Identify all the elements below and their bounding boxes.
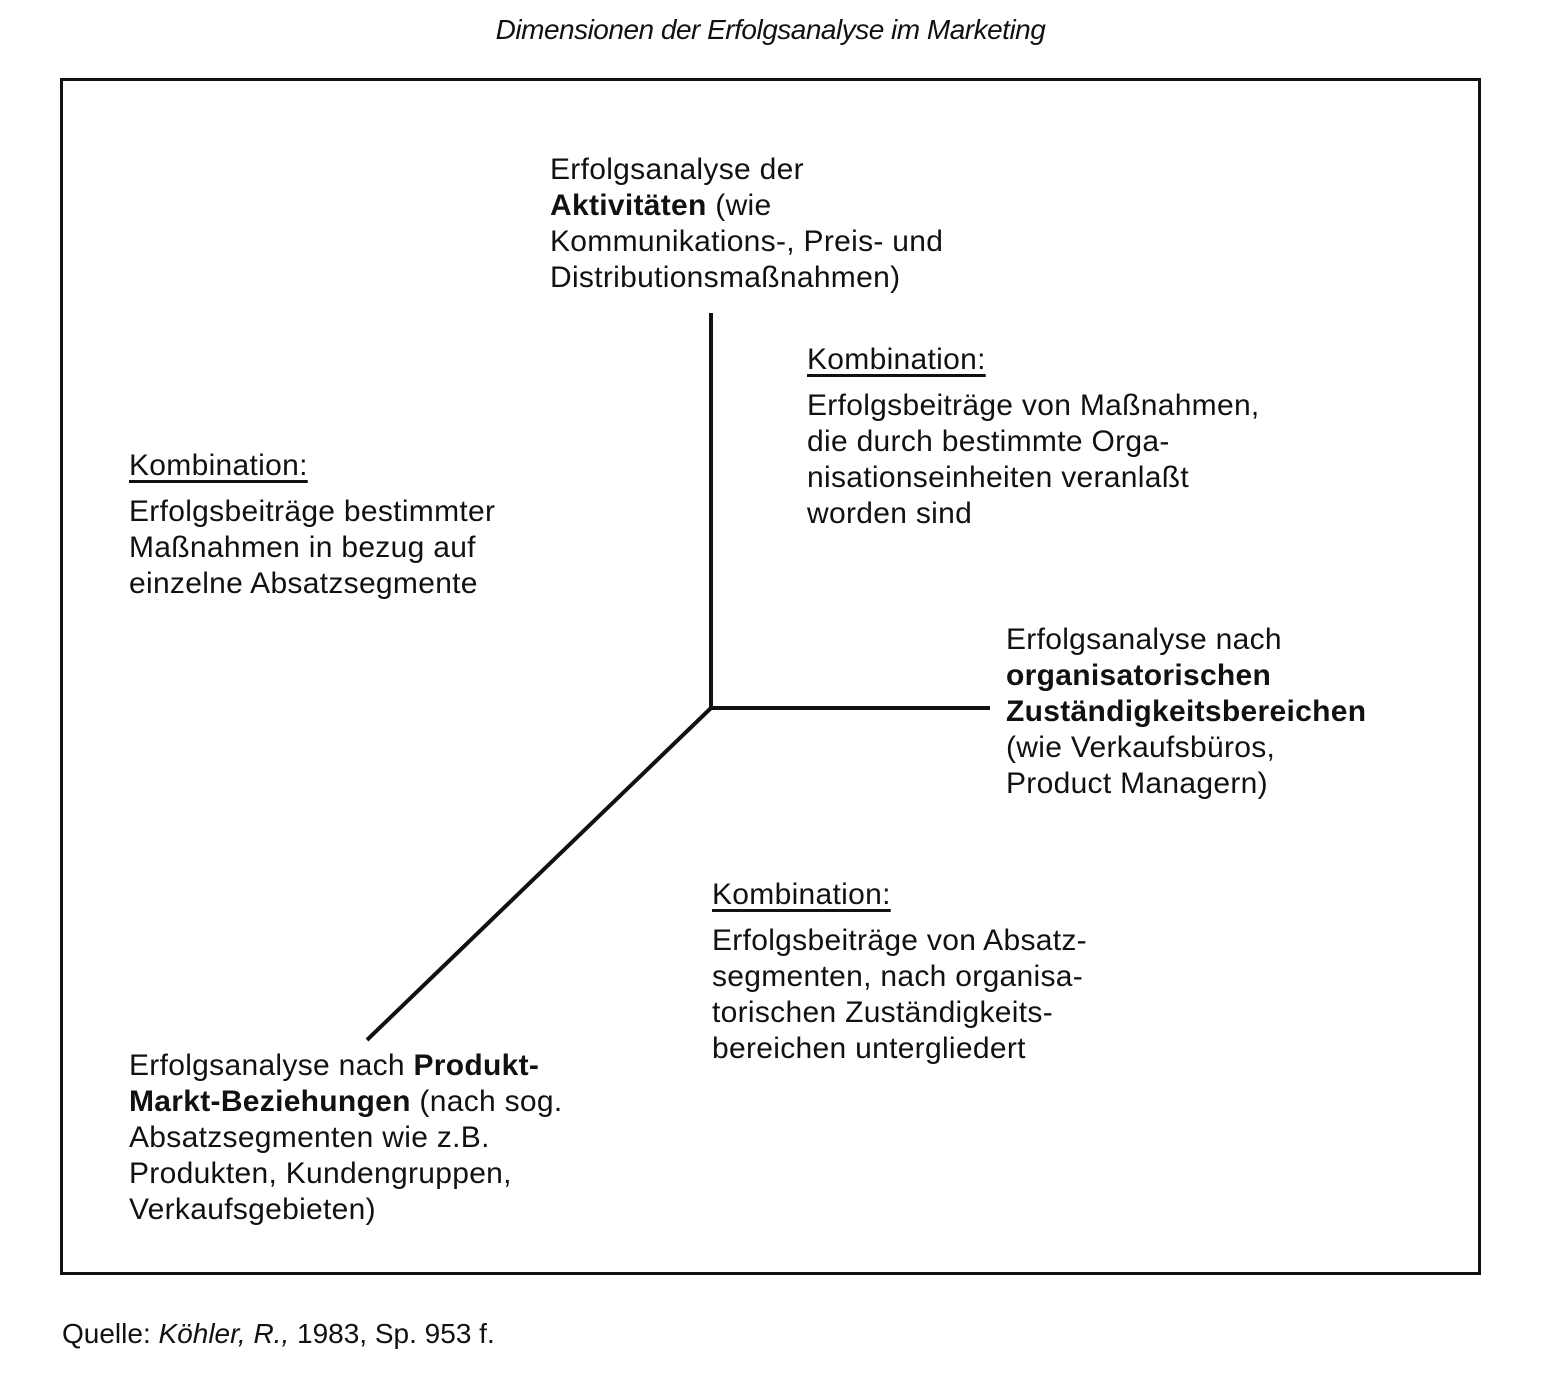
axis-bottom-line1 — [129, 1048, 563, 1084]
source-prefix: Quelle: — [62, 1318, 159, 1349]
axis-top-line3: Kommunikations-, Preis- und — [550, 225, 944, 258]
axis-top-line2 — [550, 188, 943, 224]
axis-bottom-bold2: Markt-Beziehungen — [129, 1085, 411, 1118]
axis-label-activities — [550, 152, 943, 296]
axis-right-bold2: Zuständigkeitsbereichen — [1006, 695, 1367, 728]
axis-bottom-line3: Absatzsegmenten wie z.B. — [129, 1121, 490, 1154]
combination-heading: Kombination: — [129, 449, 308, 482]
combination-line: Erfolgsbeiträge bestimmter — [129, 495, 496, 528]
axis-top-suffix: (wie — [706, 189, 772, 222]
axis-right-line1: Erfolgsanalyse nach — [1006, 623, 1282, 656]
combination-line: Erfolgsbeiträge von Maßnahmen, — [807, 389, 1260, 422]
axis-right-line5: Product Managern) — [1006, 767, 1268, 800]
axis-label-product-market — [129, 1048, 563, 1228]
combination-line: torischen Zuständigkeits- — [712, 996, 1053, 1029]
axis-top-line1: Erfolgsanalyse der — [550, 153, 804, 186]
combination-line: worden sind — [807, 497, 973, 530]
axis-bottom-suffix: (nach sog. — [410, 1085, 563, 1118]
combination-line: einzelne Absatzsegmente — [129, 567, 478, 600]
source-rest: 1983, Sp. 953 f. — [289, 1318, 495, 1349]
axis-bottom-line5: Verkaufsgebieten) — [129, 1193, 376, 1226]
combination-heading: Kombination: — [712, 878, 891, 911]
combination-top-right — [807, 342, 1260, 532]
combination-left — [129, 448, 495, 602]
source-author: Köhler, R., — [158, 1318, 290, 1349]
combination-line: bereichen untergliedert — [712, 1032, 1026, 1065]
axis-right-line4: (wie Verkaufsbüros, — [1006, 731, 1276, 764]
axis-right-line2 — [1006, 658, 1366, 694]
axis-right-bold1: organisatorischen — [1006, 659, 1272, 692]
combination-line: segmenten, nach organisa- — [712, 960, 1084, 993]
source-citation — [62, 1318, 495, 1350]
combination-line: Erfolgsbeiträge von Absatz- — [712, 924, 1087, 957]
combination-line: die durch bestimmte Orga- — [807, 425, 1170, 458]
axis-top-bold: Aktivitäten — [550, 189, 707, 222]
combination-line: nisationseinheiten veranlaßt — [807, 461, 1189, 494]
axis-top-line4: Distributionsmaßnahmen) — [550, 261, 901, 294]
axis-diagonal — [367, 708, 711, 1040]
axis-bottom-line4: Produkten, Kundengruppen, — [129, 1157, 512, 1190]
axis-right-line3 — [1006, 694, 1366, 730]
combination-line: Maßnahmen in bezug auf — [129, 531, 476, 564]
axis-bottom-bold1: Produkt- — [413, 1049, 540, 1082]
combination-heading: Kombination: — [807, 343, 986, 376]
axis-label-organisation — [1006, 622, 1366, 802]
axis-bottom-line2 — [129, 1084, 563, 1120]
axis-bottom-prefix: Erfolgsanalyse nach — [129, 1049, 414, 1082]
diagram-title: Dimensionen der Erfolgsanalyse im Marketing — [495, 14, 1046, 45]
combination-bottom-right — [712, 877, 1087, 1067]
